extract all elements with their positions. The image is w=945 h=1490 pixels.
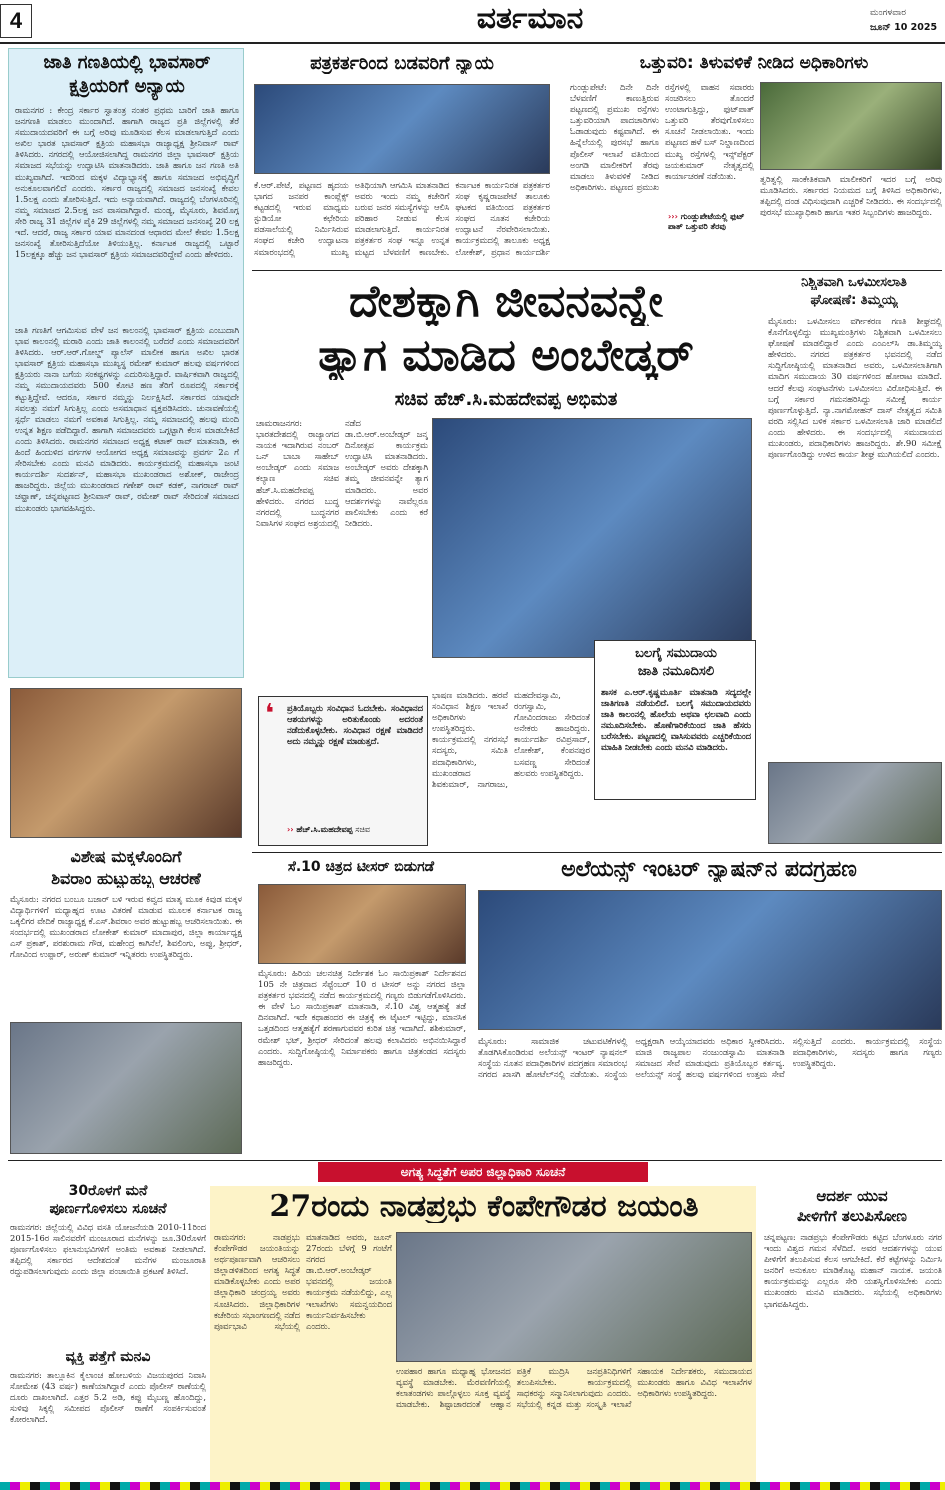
top-mid-body: ಕೆ.ಆರ್.ಪೇಟೆ, ಪಟ್ಟಣದ ಹೃದಯ ಭಾಗದ ಜನಪರ ಕಾಂಪ್ಲೆಕ್ಸ್ ಕಟ್ಟಡದಲ್ಲಿ ಇರುವ ಮಾಧ್ಯಮ ಸ್ಟುಡಿಯೋ ಕಛೇರಿಯ ಪಡಸಾಲೆಯಲ್ಲಿ ನಿರ್ಮಿಸಿರುವ ಸಂಘದ ಕಚೇರಿ ಉದ್ಘಾಟನಾ ಸಮಾರಂಭದಲ್ಲಿ ಮುಖ್ಯ ಅತಿಥಿಯಾಗಿ ಆಗಮಿಸಿ ಮಾತನಾಡಿದ ಅವರು ಇಂದು ನಮ್ಮ ಕಚೇರಿಗೆ ಬರುವ ಜನರ ಸಮಸ್ಯೆಗಳನ್ನು ಆಲಿಸಿ ಪರಿಹಾರ ನೀಡುವ ಕೆಲಸ ಮಾಡಲಾಗುತ್ತಿದೆ. ಕಾರ್ಯನಿರತ ಪತ್ರಕರ್ತರ ಸಂಘ ಇನ್ನೂ ಉನ್ನತ ಮಟ್ಟದ ಬೆಳವಣಿಗೆ ಕಾಣಬೇಕು. ಕರ್ನಾಟಕ ಕಾರ್ಯನಿರತ ಪತ್ರಕರ್ತರ ಸಂಘ ಕೃಷ್ಣರಾಜಪೇಟೆ ತಾಲೂಕು ಘಟಕದ ವತಿಯಿಂದ ಪತ್ರಕರ್ತರ ಸಂಘದ ನೂತನ ಕಚೇರಿಯ ಉದ್ಘಾಟನೆ ನೆರವೇರಿಸಲಾಯಿತು. ಕಾರ್ಯಕ್ರಮದಲ್ಲಿ ತಾಲೂಕು ಅಧ್ಯಕ್ಷ ಲೋಕೇಶ್, ಪ್ರಧಾನ ಕಾರ್ಯದರ್ಶಿ — [254, 180, 550, 257]
main-inset-box — [594, 640, 756, 800]
left-body-3: ಮೈಸೂರು: ನಗರದ ಬಂಬೂ ಬಜಾರ್ ಬಳಿ ಇರುವ ಕವ್ವದ ಮಾತೃ ಮೂಕ ಕಿವುಡ ಮಕ್ಕಳ ವಿದ್ಯಾರ್ಥಿಗಳಿಗೆ ಮಧ್ಯಾಹ್ನದ ಊಟ ವಿತರಣೆ ಮಾಡುವ ಮೂಲಕ ಕರ್ನಾಟಕ ರಾಜ್ಯ ಒಕ್ಕಲಿಗರ ವೇದಿಕೆ ರಾಜ್ಯಾಧ್ಯಕ್ಷ ಕೆ.ಎಸ್.ಶಿವರಾಂ ಅವರ ಹುಟ್ಟುಹಬ್ಬ ಆಚರಿಸಲಾಯಿತು. ಈ ಸಂದರ್ಭದಲ್ಲಿ ಮುಖಂಡರಾದ ಲೋಕೇಶ್ ಕುಮಾರ್ ಮಾದಾಪುರ, ಜಿಲ್ಲಾ ಕಾರ್ಯಾಧ್ಯಕ್ಷ ಎಸ್ ಪ್ರಕಾಶ್, ಪರಶುರಾಮ ಗೌಡ, ಮಹೇಂದ್ರ ಕಾಗಿನೆಲೆ, ಶಿವಲಿಂಗು, ಅಪ್ಪು, ಶ್ರೀಧರ್, ಗೋವಿಂದ ಉಪ್ಪಾರ್, ಅರುಣ್ ಕುಮಾರ್ ಇನ್ನಿತರರು ಉಪಸ್ಥಿತರಿದ್ದರು. — [10, 894, 242, 960]
quote-mark-icon: ❛ — [265, 699, 275, 729]
page-number-box — [0, 4, 32, 38]
main-body-1: ಚಾಮರಾಜನಗರ: ಭಾರತದೇಶದಲ್ಲಿ ರಾಜ್ಯಾಂಗದ ನಾಯಕ ಇದಾಗಿರುವ ನಂಬರ್ ಒನ್ ಬಾಬಾ ಸಾಹೇಬ್ ಅಂಬೇಡ್ಕರ್ ಎಂದು ಸಮಾಜ ಕಲ್ಯಾಣ ಸಚಿವ ಹೆಚ್.ಸಿ.ಮಹದೇವಪ್ಪ ಹೇಳಿದರು. ನಗರದ ಬುದ್ಧ ನಗರದಲ್ಲಿ ಬುದ್ಧನಗರ ನಿವಾಸಿಗಳ ಸಂಘದ ಅಶ್ರಯದಲ್ಲಿ ನಡೆದ ಡಾ.ಬಿ.ಆರ್.ಅಂಬೇಡ್ಕರ್ ಜನ್ಮ ದಿನೋತ್ಸವ ಕಾರ್ಯಕ್ರಮ ಉದ್ಘಾಟಿಸಿ ಮಾತನಾಡಿದರು. ಅಂಬೇಡ್ಕರ್ ಅವರು ದೇಶಕ್ಕಾಗಿ ತಮ್ಮ ಜೀವನವನ್ನೇ ತ್ಯಾಗ ಮಾಡಿದರು. ಅವರ ಆದರ್ಶಗಳನ್ನು ನಾವೆಲ್ಲರೂ ಪಾಲಿಸಬೇಕು ಎಂದು ಕರೆ ನೀಡಿದರು. — [256, 418, 428, 528]
quote-by: ಹೆಚ್.ಸಿ.ಮಹದೇವಪ್ಪ — [296, 825, 353, 834]
masthead-day: ಮಂಗಳವಾರ — [870, 8, 907, 18]
quote-attribution — [287, 825, 423, 835]
left-sidebar — [8, 48, 244, 678]
left-headline-1: ಜಾತಿ ಗಣತಿಯಲ್ಲಿ ಭಾವಸಾರ್ — [43, 52, 211, 73]
left-photo-2 — [10, 1022, 242, 1154]
masthead-rule — [0, 42, 945, 44]
caption-arrow-icon: ››› — [668, 212, 678, 221]
mid-right-photo — [478, 890, 942, 1030]
left-body-2: ಜಾತಿ ಗಣತಿಗೆ ಆಗಮಿಸುವ ವೇಳೆ ಜನ ಕಾಲಂನಲ್ಲಿ ಭಾವಸಾರ್ ಕ್ಷತ್ರಿಯ ಎಂಬುದಾಗಿ ಭಾವ ಕಾಲಂನಲ್ಲಿ ಮರಾಠಿ ಎಂದು ಜಾತಿ ಕಾಲಂನಲ್ಲಿ ಬರೆದರೆ ಎಂದು ಸಮಾಜದವರಿಗೆ ತಿಳಿಸಿದರು. ಆರ್.ಆರ್.ಗೋಲ್ಡ್ ಪ್ಯಾಲೆಸ್ ಮಾಲೀಕ ಹಾಗೂ ಅಖಿಲ ಭಾರತ ಭಾವಸಾರ್ ಕ್ಷತ್ರಿಯ ಮಹಾಸಭಾ ಮುಖ್ಯಸ್ಥ ರಮೇಶ್ ಕುಮಾರ್ ಹಲವು ವರ್ಷಗಳಿಂದ ಕ್ಷತ್ರಿಯರು ನಾನಾ ಬಗೆಯ ಸಂಕಷ್ಟಗಳನ್ನು ಎದುರಿಸುತ್ತಿದ್ದಾರೆ. ವಾರ್ಷಿಕವಾಗಿ ರಾಜ್ಯದಲ್ಲಿ ನಮ್ಮ ಸಮುದಾಯದವರು 500 ಕೋಟಿ ಹಣ ತೆರಿಗೆ ರೂಪದಲ್ಲಿ ಸರ್ಕಾರಕ್ಕೆ ಕಟ್ಟುತ್ತಿದ್ದೇವೆ. ಆದರೂ, ಸರ್ಕಾರ ನಮ್ಮನ್ನು ನಿರ್ಲಕ್ಷಿಸಿದೆ. ಸರ್ಕಾರದ ಯಾವುದೇ ಸವಲತ್ತು ನಮಗೆ ಸಿಗುತ್ತಿಲ್ಲ ಎಂದು ಅಸಮಾಧಾನ ವ್ಯಕ್ತಪಡಿಸಿದರು. ಚುನಾವಣೆಯಲ್ಲಿ ಸ್ಪರ್ಧೆ ಮಾಡಲು ನಮಗೆ ಅವಕಾಶ ಸಿಗುತ್ತಿಲ್ಲ. ನಮ್ಮ ಸಮಾಜದಲ್ಲಿ ಹಲವು ಮಂದಿ ಉನ್ನತ ಶಿಕ್ಷಣ ಪಡೆದಿದ್ದಾರೆ. ಹಾಗಾಗಿ ಸಮಾಜದವರು ಒಗ್ಗಟ್ಟಾಗಿ ಕೆಲಸ ಮಾಡಬೇಕಿದೆ ಎಂದು ತಿಳಿಸಿದರು. ರಾಮನಗರ ಸಮಾಜದ ಅಧ್ಯಕ್ಷ ಕಟಾಕ್ ರಾವ್ ಮಾತನಾಡಿ, ಈ ಹಿಂದೆ ಹಿಂದುಳಿದ ವರ್ಗಗಳ ಆಯೋಗದ ಅಧ್ಯಕ್ಷ ಸಮಾಜವನ್ನು ಪ್ರವರ್ಗ 2ಎ ಗೆ ಸೇರಿಸಬೇಕು ಎಂದು ಮನವಿ ಮಾಡಿದರು. ಕಾರ್ಯಕ್ರಮದಲ್ಲಿ ಮಹಾಸಭಾ ಜಂಟಿ ಕಾರ್ಯದರ್ಶಿ ಸುದರ್ಶನ್, ಮಹಾಸಭಾ ಮುಖಂಡರಾದ ಅಶೋಕ್, ರಾಜೇಂದ್ರ ಹಾಜರಿದ್ದರು. ಜಿಲ್ಲೆಯ ಮುಖಂಡರಾದ ಗಣೇಶ್ ರಾವ್ ಕಡಕ್, ನಾಗರಾಜ್ ರಾವ್ ಚವ್ಹಾಣ್, ಚನ್ನಪಟ್ಟಣದ ಶ್ರೀನಿವಾಸ್ ರಾವ್, ರಮೇಶ್ ರಾವ್ ಸೇರಿದಂತೆ ಸಮಾಜದ ಮುಖಂಡರು ಭಾಗವಹಿಸಿದ್ದರು. — [15, 325, 239, 513]
divider-bottom — [8, 1160, 942, 1161]
inset-title-1: ಬಲಗೈ ಸಮುದಾಯ — [635, 646, 717, 661]
left-headline-4: ಶಿವರಾಂ ಹುಟ್ಟುಹಬ್ಬ ಆಚರಣೆ — [51, 870, 201, 888]
print-color-strip — [0, 1482, 945, 1490]
bottom-left-body-2: ರಾಮನಗರ: ತಾಲ್ಲೂಕಿನ ಕೈಲಾಂಚ ಹೋಬಳಿಯ ವಿಜಯಪುರದ ನಿವಾಸಿ ಸೋಮೇಶ (43 ವರ್ಷ) ಕಾಣೆಯಾಗಿದ್ದಾರೆ ಎಂದು ಪೊಲೀಸ್ ಠಾಣೆಯಲ್ಲಿ ದೂರು ದಾಖಲಾಗಿದೆ. ಎತ್ತರ 5.2 ಅಡಿ, ಕಪ್ಪು ಮೈಬಣ್ಣ ಹೊಂದಿದ್ದು, ಸುಳಿವು ಸಿಕ್ಕಲ್ಲಿ ಸಮೀಪದ ಪೊಲೀಸ್ ಠಾಣೆಗೆ ಸಂಪರ್ಕಿಸುವಂತೆ ಕೋರಲಾಗಿದೆ. — [10, 1370, 206, 1425]
bottom-left-body-1: ರಾಮನಗರ: ಜಿಲ್ಲೆಯಲ್ಲಿ ವಿವಿಧ ವಸತಿ ಯೋಜನೆಯಡಿ 2010-11ರಿಂದ 2015-16ರ ಸಾಲಿನವರೆಗೆ ಮಂಜೂರಾದ ಮನೆಗಳನ್ನು ಜೂ.30ರೊಳಗೆ ಪೂರ್ಣಗೊಳಿಸಲು ಫಲಾನುಭವಿಗಳಿಗೆ ಅಂತಿಮ ಅವಕಾಶ ನೀಡಲಾಗಿದೆ. ತಪ್ಪಿದಲ್ಲಿ ಸರ್ಕಾರದ ಆದೇಶದಂತೆ ಮನೆಗಳ ಮಂಜೂರಾತಿ ರದ್ದುಪಡಿಸಲಾಗುವುದು ಎಂದು ಜಿಲ್ಲಾ ಪಂಚಾಯಿತಿ ಪ್ರಕಟಣೆ ತಿಳಿಸಿದೆ. — [10, 1222, 206, 1277]
quote-text: ಪ್ರತಿಯೊಬ್ಬರು ಸಂವಿಧಾನ ಓದಬೇಕು. ಸಂವಿಧಾನದ ಆಶಯಗಳನ್ನು ಅರಿತುಕೊಂಡು ಅದರಂತೆ ನಡೆದುಕೊಳ್ಳಬೇಕು. ಸಂವಿಧಾನ ರಕ್ಷಣೆ ಮಾಡಿದರೆ ಅದು ನಮ್ಮನ್ನು ರಕ್ಷಣೆ ಮಾಡುತ್ತದೆ. — [287, 703, 423, 747]
left-photo-1 — [10, 688, 242, 838]
bottom-photo — [396, 1232, 752, 1362]
bottom-headline: 27ರಂದು ನಾಡಪ್ರಭು ಕೆಂಪೇಗೌಡರ ಜಯಂತಿ — [269, 1190, 699, 1223]
bottom-right-headline-1: ಆದರ್ಶ ಯುವ — [816, 1188, 888, 1205]
bottom-left-headline-1: 30ರೊಳಗೆ ಮನೆ — [68, 1184, 148, 1199]
quote-arrow-icon: ›› — [287, 825, 294, 834]
mid-left-photo — [258, 884, 466, 964]
bottom-right-body: ಚನ್ನಪಟ್ಟಣ: ನಾಡಪ್ರಭು ಕೆಂಪೇಗೌಡರು ಕಟ್ಟಿದ ಬೆಂಗಳೂರು ನಗರ ಇಂದು ವಿಶ್ವದ ಗಮನ ಸೆಳೆದಿದೆ. ಅವರ ಆದರ್ಶಗಳನ್ನು ಯುವ ಪೀಳಿಗೆಗೆ ತಲುಪಿಸುವ ಕೆಲಸ ಆಗಬೇಕಿದೆ. ಕೆರೆ ಕಟ್ಟೆಗಳನ್ನು ನಿರ್ಮಿಸಿ ಜನರಿಗೆ ಅನುಕೂಲ ಮಾಡಿಕೊಟ್ಟ ಮಹಾನ್ ನಾಯಕ. ಜಯಂತಿ ಕಾರ್ಯಕ್ರಮವನ್ನು ಎಲ್ಲರೂ ಸೇರಿ ಯಶಸ್ವಿಗೊಳಿಸಬೇಕು ಎಂದು ಮುಖಂಡರು ಮನವಿ ಮಾಡಿದರು. ಸಭೆಯಲ್ಲಿ ಅಧಿಕಾರಿಗಳು ಭಾಗವಹಿಸಿದ್ದರು. — [764, 1232, 942, 1309]
top-right-body-2: ತ್ವರಿತ್ವಲ್ಲಿ ಸಾಂಕೇತಿಕವಾಗಿ ಮಾಲೀಕರಿಗೆ ಇದರ ಬಗ್ಗೆ ಅರಿವು ಮೂಡಿಸಿದರು. ಸರ್ಕಾರದ ನಿಯಮದ ಬಗ್ಗೆ ತಿಳಿಸಿದ ಅಧಿಕಾರಿಗಳು, ತಪ್ಪಿದಲ್ಲಿ ದಂಡ ವಿಧಿಸುವುದಾಗಿ ಎಚ್ಚರಿಕೆ ನೀಡಿದರು. ಈ ಸಂದರ್ಭದಲ್ಲಿ ಪುರಸಭೆ ಮುಖ್ಯಾಧಿಕಾರಿ ಹಾಗೂ ಇತರ ಸಿಬ್ಬಂದಿಗಳು ಹಾಜರಿದ್ದರು. — [760, 174, 942, 218]
mid-right-headline: ಅಲೆಯನ್ಸ್ ಇಂಟರ್ ನ್ಯಾಷನ್‌ನ ಪದಗ್ರಹಣ — [561, 858, 857, 882]
top-right-headline: ಒತ್ತುವರಿ: ತಿಳುವಳಿಕೆ ನೀಡಿದ ಅಧಿಕಾರಿಗಳು — [639, 54, 869, 73]
mid-left-headline: ಸೆ.10 ಚಿತ್ರದ ಟೀಸರ್ ಬಿಡುಗಡೆ — [287, 860, 435, 875]
top-mid-headline: ಪತ್ರಕರ್ತರಿಂದ ಬಡವರಿಗೆ ನ್ಯಾಯ — [310, 54, 494, 74]
top-right-body: ಗುಂಡ್ಲುಪೇಟೆ: ದಿನೇ ದಿನೇ ಬೆಳವಣಿಗೆ ಕಾಣುತ್ತಿರುವ ಪಟ್ಟಣದಲ್ಲಿ ಪ್ರಮುಖ ರಸ್ತೆಗಳು ಒತ್ತುವರಿಯಾಗಿ ಪಾದಚಾರಿಗಳು ಓಡಾಡುವುದು ಕಷ್ಟವಾಗಿದೆ. ಈ ಹಿನ್ನೆಲೆಯಲ್ಲಿ ಪುರಸಭೆ ಹಾಗೂ ಪೊಲೀಸ್ ಇಲಾಖೆ ವತಿಯಿಂದ ಅಂಗಡಿ ಮಾಲೀಕರಿಗೆ ತೆರವು ಮಾಡಲು ತಿಳುವಳಿಕೆ ನೀಡಿದ ಅಧಿಕಾರಿಗಳು. ಪಟ್ಟಣದ ಪ್ರಮುಖ ರಸ್ತೆಗಳಲ್ಲಿ ವಾಹನ ಸವಾರರು ಸಂಚರಿಸಲು ತೊಂದರೆ ಉಂಟಾಗುತ್ತಿದ್ದು, ಫುಟ್‌ಪಾತ್ ಒತ್ತುವರಿ ತೆರವುಗೊಳಿಸಲು ಸೂಚನೆ ನೀಡಲಾಯಿತು. ಇಂದು ಪಟ್ಟಣದ ಹಳೆ ಬಸ್ ನಿಲ್ದಾಣದಿಂದ ಮುಖ್ಯ ರಸ್ತೆಗಳಲ್ಲಿ ಇನ್ಸ್‌ಪೆಕ್ಟರ್ ಜಯಕುಮಾರ್ ನೇತೃತ್ವದಲ್ಲಿ ಕಾರ್ಯಾಚರಣೆ ನಡೆಯಿತು. — [570, 82, 754, 192]
bottom-left-headline-3: ವ್ಯಕ್ತಿ ಪತ್ತೆಗೆ ಮನವಿ — [65, 1350, 151, 1365]
main-quote-box — [258, 696, 428, 846]
main-headline-2: ತ್ಯಾಗ ಮಾಡಿದ ಅಂಬೇಡ್ಕರ್ — [318, 332, 694, 381]
bottom-right-headline-2: ಪೀಳಿಗೆಗೆ ತಲುಪಿಸೋಣ — [797, 1208, 907, 1225]
right-headline-1: ನಿಶ್ಚಿತವಾಗಿ ಒಳಮೀಸಲಾತಿ — [801, 276, 907, 290]
bottom-red-bar: ಅಗತ್ಯ ಸಿದ್ಧತೆಗೆ ಅಪರ ಜಿಲ್ಲಾಧಿಕಾರಿ ಸೂಚನೆ — [318, 1162, 648, 1182]
main-photo — [432, 418, 752, 658]
divider-top — [252, 270, 942, 271]
right-headline-2: ಘೋಷಣೆ: ತಿಮ್ಮಯ್ಯ — [810, 294, 898, 308]
bottom-body-2: ಉಪಹಾರ ಹಾಗೂ ಮಧ್ಯಾಹ್ನ ಭೋಜನದ ವ್ಯವಸ್ಥೆ ಮಾಡಬೇಕು. ಮೆರವಣಿಗೆಯಲ್ಲಿ ಕಲಾತಂಡಗಳು ಪಾಲ್ಗೊಳ್ಳಲು ಸೂಕ್ತ ವ್ಯವಸ್ಥೆ ಮಾಡಬೇಕು. ಶಿಷ್ಟಾಚಾರದಂತೆ ಆಹ್ವಾನ ಪತ್ರಿಕೆ ಮುದ್ರಿಸಿ ಜನಪ್ರತಿನಿಧಿಗಳಿಗೆ ತಲುಪಿಸಬೇಕು. ಕಾರ್ಯಕ್ರಮದಲ್ಲಿ ಸಾಧಕರನ್ನು ಸನ್ಮಾನಿಸಲಾಗುವುದು ಎಂದರು. ಸಭೆಯಲ್ಲಿ ಕನ್ನಡ ಮತ್ತು ಸಂಸ್ಕೃತಿ ಇಲಾಖೆ ಸಹಾಯಕ ನಿರ್ದೇಶಕರು, ಸಮುದಾಯದ ಮುಖಂಡರು ಹಾಗೂ ವಿವಿಧ ಇಲಾಖೆಗಳ ಅಧಿಕಾರಿಗಳು ಉಪಸ್ಥಿತರಿದ್ದರು. — [396, 1366, 752, 1410]
right-body: ಮೈಸೂರು: ಒಳಮೀಸಲು ವರ್ಗೀಕರಣ ಗಣತಿ ಶೀಘ್ರದಲ್ಲಿ ಕೊನೆಗೊಳ್ಳಲಿದ್ದು ಮುಖ್ಯಮಂತ್ರಿಗಳು ನಿಶ್ಚಿತವಾಗಿ ಒಳಮೀಸಲು ಘೋಷಣೆ ಮಾಡಲಿದ್ದಾರೆ ಎಂದು ಎಂಎಲ್‌ಸಿ ಡಾ.ತಿಮ್ಮಯ್ಯ ಹೇಳಿದರು. ನಗರದ ಪತ್ರಕರ್ತರ ಭವನದಲ್ಲಿ ನಡೆದ ಸುದ್ದಿಗೋಷ್ಠಿಯಲ್ಲಿ ಮಾತನಾಡಿದ ಅವರು, ಒಳಮೀಸಲಾತಿಗಾಗಿ ಮಾದಿಗ ಸಮುದಾಯ 30 ವರ್ಷಗಳಿಂದ ಹೋರಾಟ ಮಾಡಿದೆ. ಆದರೆ ಕೆಲವು ಸಂಘಟನೆಗಳು ಒಳಮೀಸಲು ವಿರೋಧಿಸುತ್ತಿವೆ. ಈ ಬಗ್ಗೆ ಸರ್ಕಾರ ಗಮನಹರಿಸಿದ್ದು ಸಮೀಕ್ಷೆ ಕಾರ್ಯ ಪೂರ್ಣಗೊಳ್ಳುತ್ತಿದೆ. ನ್ಯಾ.ನಾಗಮೋಹನ್ ದಾಸ್ ನೇತೃತ್ವದ ಸಮಿತಿ ವರದಿ ಸಲ್ಲಿಸಿದ ಬಳಿಕ ಸರ್ಕಾರ ಒಳಮೀಸಲಾತಿ ಜಾರಿ ಮಾಡಲಿದೆ ಎಂದು ಹೇಳಿದರು. ಈ ಸಂದರ್ಭದಲ್ಲಿ ಸಮುದಾಯದ ಮುಖಂಡರು, ಪದಾಧಿಕಾರಿಗಳು ಹಾಜರಿದ್ದರು. ಶೇ.90 ಸಮೀಕ್ಷೆ ಪೂರ್ಣಗೊಂಡಿದ್ದು ಉಳಿದ ಕಾರ್ಯ ಶೀಘ್ರ ಮುಗಿಯಲಿದೆ ಎಂದರು. — [768, 316, 942, 460]
inset-body: ಶಾಸಕ ಎ.ಆರ್.ಕೃಷ್ಣಮೂರ್ತಿ ಮಾತನಾಡಿ ಸದ್ಯದಲ್ಲೇ ಜಾತಿಗಣತಿ ನಡೆಯಲಿದೆ. ಬಲಗೈ ಸಮುದಾಯದವರು ಜಾತಿ ಕಾಲಂನಲ್ಲಿ ಹೊಲೆಯ ಅಥವಾ ಛಲವಾದಿ ಎಂದು ನಮೂದಿಸಬೇಕು. ಹೊಣೆಗಾರಿಕೆಯಿಂದ ಜಾತಿ ಹೆಸರು ಬರೆಸಬೇಕು. ಪಟ್ಟಣದಲ್ಲಿ ವಾಸಿಸುವವರು ಎಚ್ಚರಿಕೆಯಿಂದ ಮಾಹಿತಿ ನೀಡಬೇಕು ಎಂದು ಮನವಿ ಮಾಡಿದರು. — [601, 687, 751, 753]
main-headline-1: ದೇಶಕ್ಕಾಗಿ ಜೀವನವನ್ನೇ — [349, 278, 663, 327]
mid-left-body: ಮೈಸೂರು: ಹಿರಿಯ ಚಲನಚಿತ್ರ ನಿರ್ದೇಶಕ ಓಂ ಸಾಯಿಪ್ರಕಾಶ್ ನಿರ್ದೇಶನದ 105 ನೇ ಚಿತ್ರವಾದ ಸೆಪ್ಟೆಂಬರ್ 10 ರ ಟೀಸರ್ ಅನ್ನು ನಗರದ ಜಿಲ್ಲಾ ಪತ್ರಕರ್ತರ ಭವನದಲ್ಲಿ ನಡೆದ ಕಾರ್ಯಕ್ರಮದಲ್ಲಿ ಗಣ್ಯರು ಬಿಡುಗಡೆಗೊಳಿಸಿದರು. ಈ ವೇಳೆ ಓಂ ಸಾಯಿಪ್ರಕಾಶ್ ಮಾತನಾಡಿ, ಸೆ.10 ವಿಶ್ವ ಆತ್ಮಹತ್ಯೆ ತಡೆ ದಿನವಾಗಿದೆ. ಇದೇ ಕಥಾಹಂದರ ಈ ಚಿತ್ರಕ್ಕೆ ಈ ಟೈಟಲ್ ಇಟ್ಟಿದ್ದು, ಮಾನಸಿಕ ಒತ್ತಡದಿಂದ ಆತ್ಮಹತ್ಯೆಗೆ ಶರಣಾಗುವವರ ಕುರಿತ ಚಿತ್ರ ಇದಾಗಿದೆ. ಶಶಿಕುಮಾರ್, ರಮೇಶ್ ಭಟ್, ಶ್ರೀಧರ್ ಸೇರಿದಂತೆ ಹಲವು ಕಲಾವಿದರು ಅಭಿನಯಿಸಿದ್ದಾರೆ ಎಂದರು. ಸುದ್ದಿಗೋಷ್ಠಿಯಲ್ಲಿ ನಿರ್ಮಾಪಕರು ಹಾಗೂ ಚಿತ್ರತಂಡದ ಸದಸ್ಯರು ಹಾಜರಿದ್ದರು. — [258, 968, 466, 1067]
top-mid-photo — [254, 84, 550, 174]
page-number: 4 — [9, 8, 23, 33]
main-body-2: ಭಾಷಣ ಮಾಡಿದರು. ಹರವೆ ಸಂವಿಧಾನ ಶಿಕ್ಷಣ ಇಲಾಖೆ ಅಧಿಕಾರಿಗಳು ಉಪಸ್ಥಿತರಿದ್ದರು. ಕಾರ್ಯಕ್ರಮದಲ್ಲಿ ನಗರಸಭೆ ಸದಸ್ಯರು, ಸಮಿತಿ ಪದಾಧಿಕಾರಿಗಳು, ಮುಖಂಡರಾದ ಶಿವಕುಮಾರ್, ನಾಗರಾಜು, ಮಹದೇವಸ್ವಾಮಿ, ರಂಗಸ್ವಾಮಿ, ಗೋವಿಂದರಾಜು ಸೇರಿದಂತೆ ಅನೇಕರು ಹಾಜರಿದ್ದರು. ಕಾರ್ಯದರ್ಶಿ ರವಿಪ್ರಸಾದ್, ಲೋಕೇಶ್, ಕೆಂಪನಪುರ ಬಸವಣ್ಣ ಸೇರಿದಂತೆ ಹಲವರು ಉಪಸ್ಥಿತರಿದ್ದರು. — [432, 690, 590, 789]
quote-role: ಸಚಿವ — [355, 825, 371, 834]
caption-text: ಗುಂಡ್ಲುಪೇಟೆಯಲ್ಲಿ ಫುಟ್ ಪಾತ್ ಒತ್ತುವರಿ ತೆರವು — [668, 212, 745, 231]
bottom-body-1: ರಾಮನಗರ: ನಾಡಪ್ರಭು ಕೆಂಪೇಗೌಡರ ಜಯಂತಿಯನ್ನು ಅರ್ಥಪೂರ್ಣವಾಗಿ ಆಚರಿಸಲು ಜಿಲ್ಲಾಡಳಿತದಿಂದ ಅಗತ್ಯ ಸಿದ್ಧತೆ ಮಾಡಿಕೊಳ್ಳಬೇಕು ಎಂದು ಅಪರ ಜಿಲ್ಲಾಧಿಕಾರಿ ಚಂದ್ರಯ್ಯ ಅವರು ಸೂಚಿಸಿದರು. ಜಿಲ್ಲಾಧಿಕಾರಿಗಳ ಕಚೇರಿಯ ಸಭಾಂಗಣದಲ್ಲಿ ನಡೆದ ಪೂರ್ವಭಾವಿ ಸಭೆಯಲ್ಲಿ ಮಾತನಾಡಿದ ಅವರು, ಜೂನ್ 27ರಂದು ಬೆಳಗ್ಗೆ 9 ಗಂಟೆಗೆ ನಗರದ ಡಾ.ಬಿ.ಆರ್.ಅಂಬೇಡ್ಕರ್ ಭವನದಲ್ಲಿ ಜಯಂತಿ ಕಾರ್ಯಕ್ರಮ ನಡೆಯಲಿದ್ದು, ಎಲ್ಲ ಇಲಾಖೆಗಳು ಸಮನ್ವಯದಿಂದ ಕಾರ್ಯನಿರ್ವಹಿಸಬೇಕು ಎಂದರು. — [214, 1232, 392, 1331]
left-body-1: ರಾಮನಗರ : ಕೇಂದ್ರ ಸರ್ಕಾರ ಸ್ವಾತಂತ್ರ ನಂತರ ಪ್ರಥಮ ಬಾರಿಗೆ ಜಾತಿ ಹಾಗೂ ಜನಗಣತಿ ಮಾಡಲು ಮುಂದಾಗಿದೆ. ಹಾಗಾಗಿ ರಾಜ್ಯದ ಪ್ರತಿ ಜಿಲ್ಲೆಗಳಲ್ಲಿ ತೆರೆ ಸಮುದಾಯದವರಿಗೆ ಈ ಬಗ್ಗೆ ಅರಿವು ಮೂಡಿಸುವ ಕೆಲಸ ಮಾಡಲಾಗುತ್ತಿದೆ ಎಂದು ಅಖಿಲ ಭಾರತ ಭಾವಸಾರ್ ಕ್ಷತ್ರಿಯ ಮಹಾಸಭಾ ರಾಜ್ಯಾಧ್ಯಕ್ಷ ಶ್ರೀನಿವಾಸ್ ರಾವ್ ತಿಳಿಸಿದರು. ನಗರದಲ್ಲಿ ಆಯೋಜಿಸಲಾಗಿದ್ದ ರಾಮನಗರ ಜಿಲ್ಲಾ ಭಾವಸಾರ್ ಕ್ಷತ್ರಿಯ ಸಮಾಜದ ಸಭೆಯನ್ನು ಉದ್ಘಾಟಿಸಿ ಮಾತನಾಡಿದರು. ಜಾತಿ ಹಾಗೂ ಜನ ಗಣತಿ ಅತಿ ಮುಖ್ಯವಾಗಿದೆ. ಇದರಿಂದ ಮಕ್ಕಳ ವಿದ್ಯಾಭ್ಯಾಸಕ್ಕೆ ಹಾಗೂ ಸಮಾಜದ ಅಭಿವೃದ್ಧಿಗೆ ಅನುಕೂಲವಾಗಲಿದೆ ಎಂದರು. ಸರ್ಕಾರ ರಾಜ್ಯದಲ್ಲಿ ಸಮಾಜದ ಜನಸಂಖ್ಯೆ ಕೇವಲ 1.5ಲಕ್ಷ ಎಂದು ತೋರಿಸುತ್ತಿದೆ. ಇದು ಅನ್ಯಾಯವಾಗಿದೆ. ರಾಜ್ಯದಲ್ಲಿ ಬೆಂಗಳೂರಿನಲ್ಲಿ ನಮ್ಮ ಸಮಾಜದ 2.5ಲಕ್ಷ ಜನ ವಾಸವಾಗಿದ್ದಾರೆ. ಮಂಡ್ಯ, ಮೈಸೂರು, ಶಿವಮೊಗ್ಗ ಸೇರಿ ರಾಜ್ಯ 31 ಜಿಲ್ಲೆಗಳ ಪೈಕಿ 29 ಜಿಲ್ಲೆಗಳಲ್ಲಿ ನಮ್ಮ ಸಮಾಜದ ಜನಸಂಖ್ಯೆ 20 ಲಕ್ಷ ಇದೆ. ಆದರೆ, ರಾಜ್ಯ ಸರ್ಕಾರ ಯಾವ ಮಾನದಂಡ ಆಧಾರದ ಮೇಲೆ ಕೇವಲ 1.5ಲಕ್ಷ ಜನಸಂಖ್ಯೆ ತೋರಿಸುತ್ತಿದೆಯೋ ತಿಳಿಯುತ್ತಿಲ್ಲ. ಕರ್ನಾಟಕ ರಾಜ್ಯದಲ್ಲಿ ಒಟ್ಟಾರೆ 15ಲಕ್ಷಕ್ಕೂ ಹೆಚ್ಚು ಜನ ಭಾವಸಾರ್ ಕ್ಷತ್ರಿಯ ಸಮಾಜದವರಿದ್ದೇವೆ ಎಂದು ಹೇಳಿದರು. — [15, 105, 239, 260]
top-right-photo — [760, 82, 942, 170]
divider-mid — [252, 852, 942, 853]
top-right-caption — [668, 212, 756, 262]
main-subhead: ಸಚಿವ ಹೆಚ್.ಸಿ.ಮಹದೇವಪ್ಪ ಅಭಿಮತ — [394, 390, 618, 410]
masthead-title: ವರ್ತಮಾನ — [476, 2, 584, 36]
right-photo — [768, 762, 942, 844]
left-headline-3: ವಿಶೇಷ ಮಕ್ಕಳೊಂದಿಗೆ — [70, 848, 182, 866]
inset-title-2: ಜಾತಿ ನಮೂದಿಸಲಿ — [637, 664, 715, 679]
mid-right-body: ಮೈಸೂರು: ಸಾಮಾಜಿಕ ಚಟುವಟಿಕೆಗಳಲ್ಲಿ ತೊಡಗಿಸಿಕೊಂಡಿರುವ ಅಲೆಯನ್ಸ್ ಇಂಟರ್ ನ್ಯಾಷನಲ್ ಸಂಸ್ಥೆಯ ನೂತನ ಪದಾಧಿಕಾರಿಗಳ ಪದಗ್ರಹಣ ಸಮಾರಂಭ ನಗರದ ಖಾಸಗಿ ಹೋಟೆಲ್‌ನಲ್ಲಿ ನಡೆಯಿತು. ಸಂಸ್ಥೆಯ ಅಧ್ಯಕ್ಷರಾಗಿ ಆಯ್ಕೆಯಾದವರು ಅಧಿಕಾರ ಸ್ವೀಕರಿಸಿದರು. ಮಾಜಿ ರಾಜ್ಯಪಾಲ ನಂಜುಂಡಸ್ವಾಮಿ ಮಾತನಾಡಿ ಸಮಾಜದ ಸೇವೆ ಮಾಡುವುದು ಪ್ರತಿಯೊಬ್ಬರ ಕರ್ತವ್ಯ. ಅಲೆಯನ್ಸ್ ಸಂಸ್ಥೆ ಹಲವು ವರ್ಷಗಳಿಂದ ಉತ್ತಮ ಸೇವೆ ಸಲ್ಲಿಸುತ್ತಿದೆ ಎಂದರು. ಕಾರ್ಯಕ್ರಮದಲ್ಲಿ ಸಂಸ್ಥೆಯ ಪದಾಧಿಕಾರಿಗಳು, ಸದಸ್ಯರು ಹಾಗೂ ಗಣ್ಯರು ಉಪಸ್ಥಿತರಿದ್ದರು. — [478, 1036, 942, 1080]
masthead-date: ಜೂನ್ 10 2025 — [870, 22, 938, 33]
bottom-left-headline-2: ಪೂರ್ಣಗೊಳಿಸಲು ಸೂಚನೆ — [49, 1202, 167, 1217]
left-headline-2: ಕ್ಷತ್ರಿಯರಿಗೆ ಅನ್ಯಾಯ — [69, 76, 185, 97]
